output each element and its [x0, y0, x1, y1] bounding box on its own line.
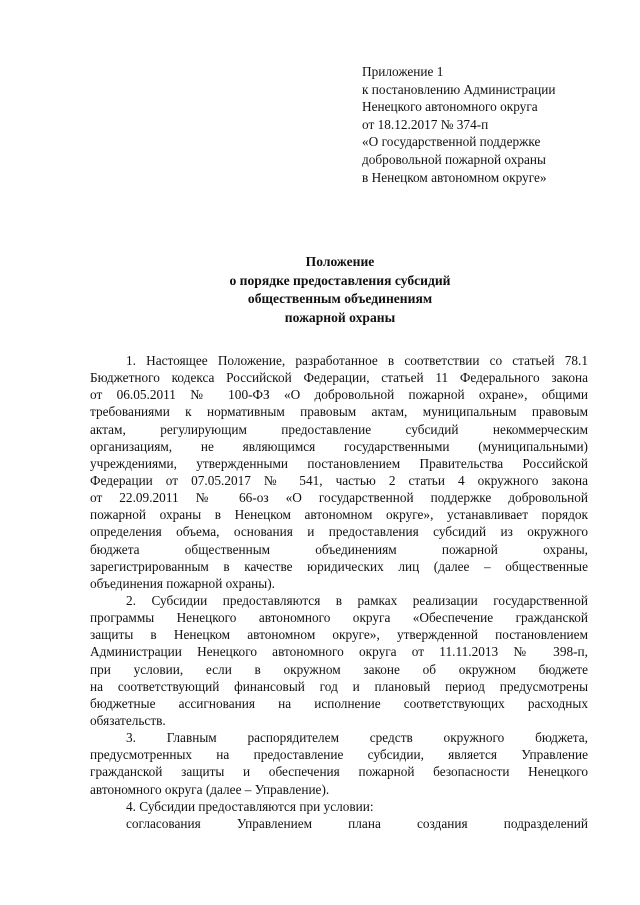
body-line: 4. Субсидии предоставляются при условии: [126, 798, 374, 814]
body-line: организациям, не являющимся государственными (муниципальными) [90, 438, 588, 454]
body-line: предусмотренных на предоставление субсидии, является Управление [90, 747, 588, 763]
body-line: на соответствующий финансовый год и плановый период предусмотрены [90, 678, 588, 694]
body-line: обязательств. [90, 712, 166, 728]
body-line: гражданской защиты и обеспечения пожарной безопасности Ненецкого [90, 764, 588, 780]
document-body [90, 352, 588, 832]
appendix-line: «О государственной поддержке [362, 134, 541, 150]
appendix-line: Приложение 1 [362, 64, 444, 79]
body-line: 1. Настоящее Положение, разработанное в соответствии со статьей 78.1 [126, 353, 588, 368]
body-line: Администрации Ненецкого автономного округа от 11.11.2013 № 398-п, [90, 644, 588, 660]
body-line: 3. Главным распорядителем средств окружного бюджета, [126, 730, 588, 746]
appendix-line: от 18.12.2017 № 374-п [362, 116, 489, 132]
title-line: общественным объединениям [247, 291, 433, 306]
title-line: пожарной охраны [284, 309, 396, 325]
appendix-line: Ненецкого автономного округа [362, 99, 538, 115]
body-line: бюджета общественным объединениям пожарной охраны, [90, 541, 588, 557]
body-line: при условии, если в окружном законе об окружном бюджете [90, 661, 588, 677]
body-line: от 22.09.2011 № 66-оз «О государственной поддержке добровольной [90, 490, 588, 506]
body-line: объединения пожарной охраны). [90, 575, 275, 591]
body-line: защиты в Ненецком автономном округе», утвержденной постановлением [90, 627, 588, 643]
body-line: Бюджетного кодекса Российской Федерации, статьей 11 Федерального закона [90, 370, 588, 386]
appendix-reference [362, 63, 612, 186]
body-line: согласования Управлением плана создания подразделений [126, 815, 588, 831]
body-line: определения объема, основания и предоставления субсидий из окружного [90, 524, 588, 540]
body-line: учреждениями, утвержденными постановлением Правительства Российской [90, 455, 588, 471]
body-line: 2. Субсидии предоставляются в рамках реализации государственной [126, 592, 588, 608]
body-line: от 06.05.2011 № 100-ФЗ «О добровольной пожарной охране», общими [90, 387, 588, 403]
body-line: автономного округа (далее – Управление). [90, 781, 330, 797]
body-line: бюджетные ассигнования на исполнение соответствующих расходных [90, 695, 588, 711]
appendix-line: к постановлению Администрации [362, 81, 556, 97]
document-title [90, 253, 590, 327]
body-line: пожарной охраны в Ненецком автономном округе», устанавливает порядок [90, 507, 588, 523]
body-line: требованиями к нормативным правовым актам, муниципальным правовым [90, 404, 588, 420]
title-line: Положение [305, 254, 375, 269]
title-line: о порядке предоставления субсидий [229, 272, 451, 288]
appendix-line: добровольной пожарной охраны [362, 151, 546, 167]
body-line: Федерации от 07.05.2017 № 541, частью 2 статьи 4 окружного закона [90, 472, 588, 488]
appendix-line: в Ненецком автономном округе» [362, 169, 547, 185]
body-line: зарегистрированным в качестве юридических лиц (далее – общественные [90, 558, 588, 574]
body-line: программы Ненецкого автономного округа «Обеспечение гражданской [90, 610, 588, 626]
body-line: актам, регулирующим предоставление субсидий некоммерческим [90, 421, 588, 437]
